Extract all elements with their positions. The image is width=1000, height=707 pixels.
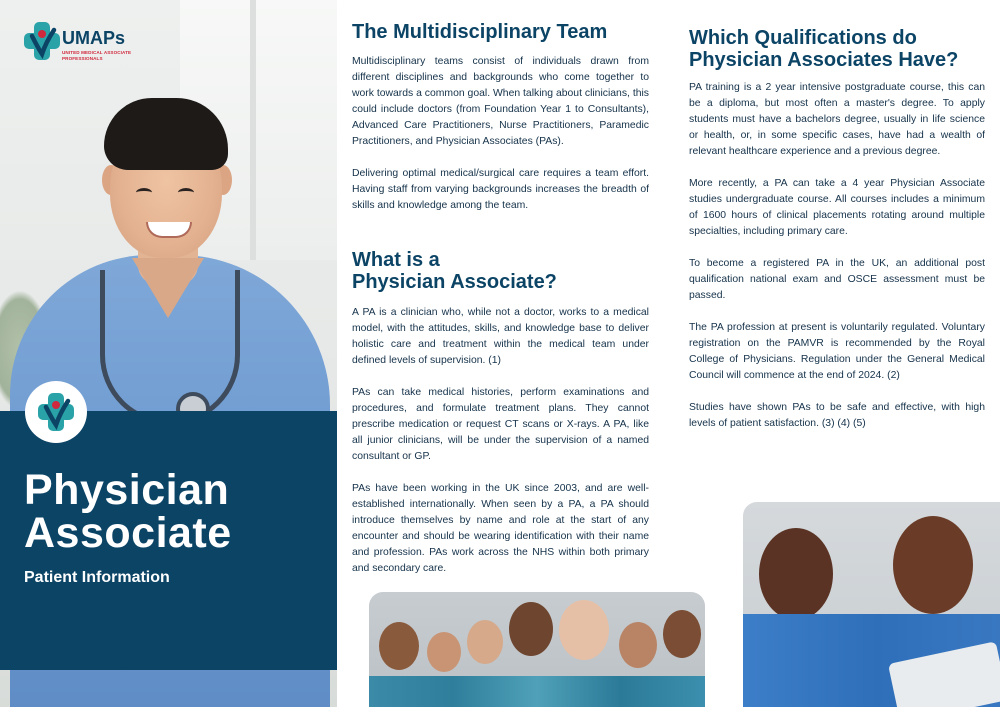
nurses-photo — [743, 502, 1000, 707]
cover-info-block — [0, 411, 337, 670]
cover-logo-badge — [25, 381, 87, 443]
team-person-5 — [559, 600, 609, 660]
heading-what-is-pa-line2: Physician Associate? — [352, 271, 557, 293]
umaps-name: UMAPs — [62, 28, 126, 48]
umaps-logo-icon — [24, 22, 60, 60]
stethoscope — [100, 270, 240, 425]
heading-qualifications-line1: Which Qualifications do — [689, 27, 917, 49]
cover-title: Physician Associate — [24, 466, 232, 557]
qual-paragraph-3: To become a registered PA in the UK, an additional post qualification national exam and OSCE assessment must be passed. — [689, 258, 985, 301]
nurse-hair — [104, 98, 228, 170]
team-paragraph-2: Delivering optimal medical/surgical care requires a team effort. Having staff from varying backgrounds increases the breadth of skills and knowledge among the team. — [352, 168, 649, 211]
qual-paragraph-5: Studies have shown PAs to be safe and effective, with high levels of patient satisfaction. (3) (4) (5) — [689, 402, 985, 429]
what-paragraph-2: PAs can take medical histories, perform examinations and procedures, and formulate treatment plans. They cannot prescribe medication or request CT scans or X-rays. A PA, like all junior clinicians, will be under the supervision of a named consultant or GP. — [352, 387, 649, 462]
team-person-3 — [467, 620, 503, 664]
heading-qualifications — [689, 27, 985, 71]
column-middle — [352, 21, 649, 577]
heading-multidisciplinary-team: The Multidisciplinary Team — [352, 21, 608, 43]
nurse-right-face — [893, 516, 973, 614]
medical-cross-icon — [37, 393, 75, 431]
cover-subtitle: Patient Information — [24, 569, 170, 586]
nurse-eye-left — [136, 188, 152, 197]
column-right — [689, 27, 985, 432]
team-paragraph-1: Multidisciplinary teams consist of individuals drawn from different disciplines and backgrounds who come together to work towards a common goal. When talking about clinicians, this could include doctors (from Foundation Year 1 to Consultants), Advanced Care Practitioners, Nurse Practitioners, Paramedic Practitioners, and Physician Associates (PAs). — [352, 56, 649, 147]
umaps-logo — [24, 22, 154, 64]
heading-qualifications-line2: Physician Associates Have? — [689, 49, 959, 71]
umaps-tagline: UNITED MEDICAL ASSOCIATE PROFESSIONALS — [62, 50, 132, 61]
nurse-eye-right — [178, 188, 194, 197]
what-paragraph-1: A PA is a clinician who, while not a doctor, works to a medical model, with the attitudes, skills, and knowledge base to deliver holistic care and treatment within the medical team under defined levels of supervision. (1) — [352, 307, 649, 366]
nurse-left-face — [759, 528, 833, 620]
team-person-2 — [427, 632, 461, 672]
heading-what-is-pa — [352, 249, 649, 293]
cover-panel — [0, 0, 337, 707]
team-person-6 — [619, 622, 657, 668]
heading-what-is-pa-line1: What is a — [352, 249, 440, 271]
what-paragraph-3: PAs have been working in the UK since 2003, and are well-established internationally. When seen by a PA, a PA should introduce themselves by name and role at the start of any encounter and should be wearing identification with their name and profession. PAs work across the NHS within both primary and secondary care. — [352, 483, 649, 574]
team-person-4 — [509, 602, 553, 656]
qual-paragraph-2: More recently, a PA can take a 4 year Physician Associate studies undergraduate course. All courses includes a minimum of 1600 hours of clinical placements rotating around multiple specialties, including primary care. — [689, 178, 985, 237]
qual-paragraph-4: The PA profession at present is voluntarily regulated. Voluntary registration on the PAMVR is recommended by the Royal College of Physicians. Regulation under the General Medical Council will commence at the end of 2024. (2) — [689, 322, 985, 381]
team-person-7 — [663, 610, 701, 658]
team-photo — [369, 592, 705, 707]
team-person-1 — [379, 622, 419, 670]
team-scrubs — [369, 676, 705, 707]
qual-paragraph-1: PA training is a 2 year intensive postgraduate course, this can be a diploma, but most often a master's degree. To apply students must have a bachelors degree, usually in life science or health, or, in some specific cases, have had a wealth of relevant healthcare experience and a previous degree. — [689, 82, 985, 157]
